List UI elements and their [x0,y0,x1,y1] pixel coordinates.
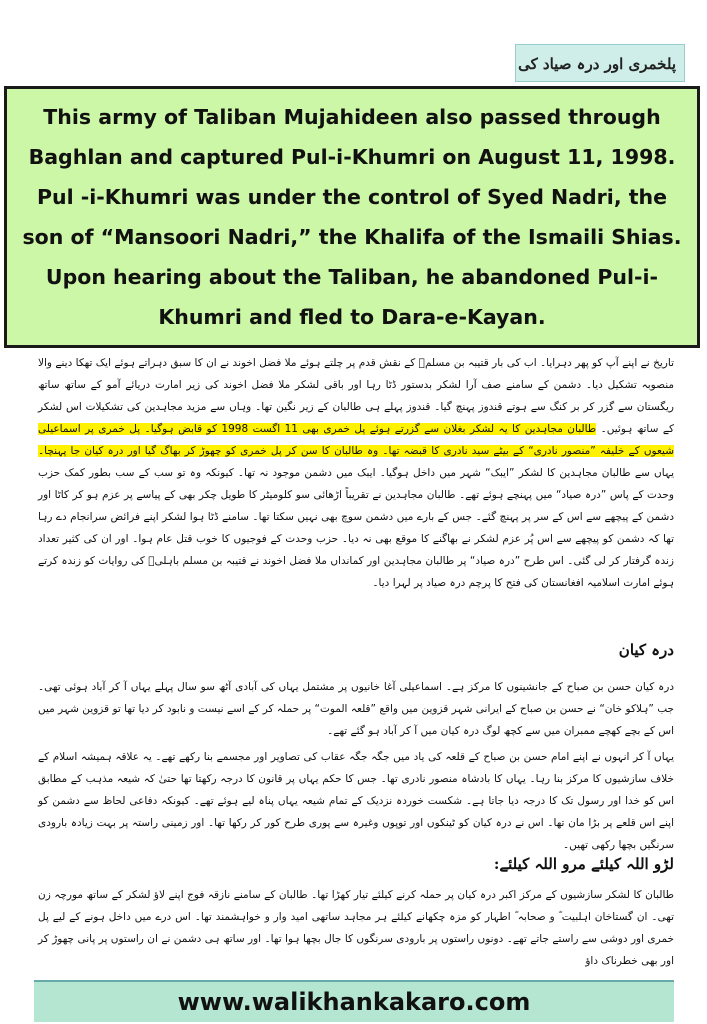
highlighted-passage: طالبان مجاہدین کا یہ لشکر بغلان سے گزرتے ہوئے پل خمری بھی 11 اگست 1998 کو قابض ہوگیا۔ پل خمری پر اسماعیلی شیعوں کے خلیفہ ”منصور نادری“ کے بیٹے سید نادری کا قبضہ تھا۔ وہ طالبان کا سن کر پل خمری کو چھوڑ کر بھاگ گیا اور درہ کیان جا پہنچا۔ [38,423,674,457]
urdu-paragraph-3: یہاں آ کر انہوں نے اپنے امام حسن بن صباح کے قلعہ کی یاد میں جگہ جگہ عقاب کی تصاویر اور مجسمے بنا رکھے تھے۔ یہ علاقہ ہمیشہ اسلام کے خلاف سازشیوں کا مرکز بنا رہا۔ یہاں کا بادشاہ منصور نادری تھا۔ جس کا حکم یہاں پر قانون کا درجہ رکھتا تھا حتیٰ کہ شیعہ مذہب کے مطابق اس کو خدا اور رسول تک کا درجہ دیا جاتا ہے۔ شکست خوردہ نزدیک کے تمام شیعہ یہاں پناہ لیے ہوئے تھے۔ کیونکہ دفاعی لحاظ سے دشمن کو اپنے اس قلعے پر بڑا مان تھا۔ اس نے درہ کیان کو ٹینکوں اور توپوں وغیرہ سے پوری طرح کور کر رکھا تھا۔ اور زمینی راستہ پر بہت زیادہ بارودی سرنگیں بچھا رکھی تھیں۔ [38,751,674,851]
paragraph1-before: تاریخ نے اپنے آپ کو پھر دہرایا۔ اب کی بار قتیبہ بن مسلمؒ کے نقش قدم پر چلتے ہوئے ملا فضل اخوند نے ان کا سبق دہراتے ہوئے ایک تھکا دینے والا منصوبہ تشکیل دیا۔ دشمن کے سامنے صف آرا لشکر بدستور ڈٹا رہا اور باقی لشکر ملا فضل اخوند کی زیر امارت دریائے آمو کے ساتھ ساتھ ریگستان سے گزر کر بر کنگ سے ہوتے قندوز پہنچ گیا۔ قندوز پہلے ہی طالبان کے زیر نگین تھا۔ وہاں سے مزید مجاہدین کی تشکیلات اس لشکر کے ساتھ ہوئیں۔ [38,357,674,435]
subheading-dara-kayan: درہ کیان [618,641,674,659]
urdu-paragraph-1 [38,352,674,594]
urdu-paragraph-2: درہ کیان حسن بن صباح کے جانشینوں کا مرکز ہے۔ اسماعیلی آغا خانیوں پر مشتمل یہاں کی آبادی آٹھ سو سال پہلے یہاں آ کر آباد ہوئی تھی۔ جب ”ہلاکو خان“ نے حسن بن صباح کے ایرانی شہر قزوین میں واقع ”قلعہ الموت“ پر حملہ کر کے اسے نیست و نابود کر دیا تھا تو قزوین شہر میں اس کے بچے کھچے ممبران میں سے کچھ لوگ درہ کیان میں آ کر آباد ہو گئے تھے۔ [38,681,674,737]
subheading-fight-for-allah: لڑو اللہ کیلئے مرو اللہ کیلئے: [493,855,674,873]
english-translation-callout [4,86,700,348]
footer-website-url[interactable]: www.walikhankakaro.com [34,980,674,1022]
callout-text: This army of Taliban Mujahideen also passed through Baghlan and captured Pul-i-Khumri on August 11, 1998. Pul -i-Khumri was under the control of Syed Nadri, the son of “Mansoori Nadri,” the Khalifa of the Ismaili Shias. Upon hearing about the Taliban, he abandoned Pul-i-Khumri and fled to Dara-e-Kayan. [22,105,682,329]
paragraph1-after: یہاں سے طالبان مجاہدین کا لشکر ”ایبک“ شہر میں داخل ہوگیا۔ ایبک میں دشمن موجود نہ تھا۔ کیونکہ وہ تو سب کے سب بطور کمک حزب وحدت کے پاس ”درہ صیاد“ میں پہنچے ہوئے تھے۔ طالبان مجاہدین نے تقریباً اڑھائی سو کلومیٹر کا طویل چکر بھی کے پیاسے پر عزم ہو کر کاٹا اور دشمن کے پیچھے سے اس کے سر پر پہنچ گئے۔ جس کے بارے میں دشمن سوچ بھی نہیں سکتا تھا۔ سامنے ڈٹا ہوا لشکر اپنے فرائض سرانجام دے رہا تھا کہ دشمن کو پیچھے سے اس پُر عزم لشکر نے بھاگنے کا موقع بھی نہ دیا۔ حزب وحدت کے فوجیوں کا خوب قتل عام ہوا۔ اور ان کی کثیر تعداد زندہ گرفتار کر لی گئی۔ اس طرح ”درہ صیاد“ پر طالبان مجاہدین اور کمانداں ملا فضل اخوند نے قتیبہ بن مسلم باہلیؒ کی روایات کو زندہ کرتے ہوئے امارت اسلامیہ افغانستان کی فتح کا پرچم درہ صیاد پر لہرا دیا۔ [38,467,674,589]
urdu-paragraph-4: طالبان کا لشکر سازشیوں کے مرکز اکبر درہ کیان پر حملہ کرنے کیلئے تیار کھڑا تھا۔ طالبان کے سامنے نازقہ فوج اپنے لاؤ لشکر کے ساتھ مورچہ زن تھی۔ ان گستاخان اہلبیت ؓ و صحابہ ؓ اطہار کو مزہ چکھانے کیلئے ہر مجاہد ساتھی امید وار و خواہشمند تھا۔ اس درے میں داخل ہونے کے لیے پل خمری اور دوشی سے راستے جاتے تھے۔ دونوں راستوں پر بارودی سرنگوں کا جال بچھا ہوا تھا۔ اور ساتھ ہی دشمن نے ان راستوں پر پانی چھوڑ کر اور بھی خطرناک داؤ [38,889,674,967]
section-heading: پلخمری اور درہ صیاد کی [515,44,685,82]
